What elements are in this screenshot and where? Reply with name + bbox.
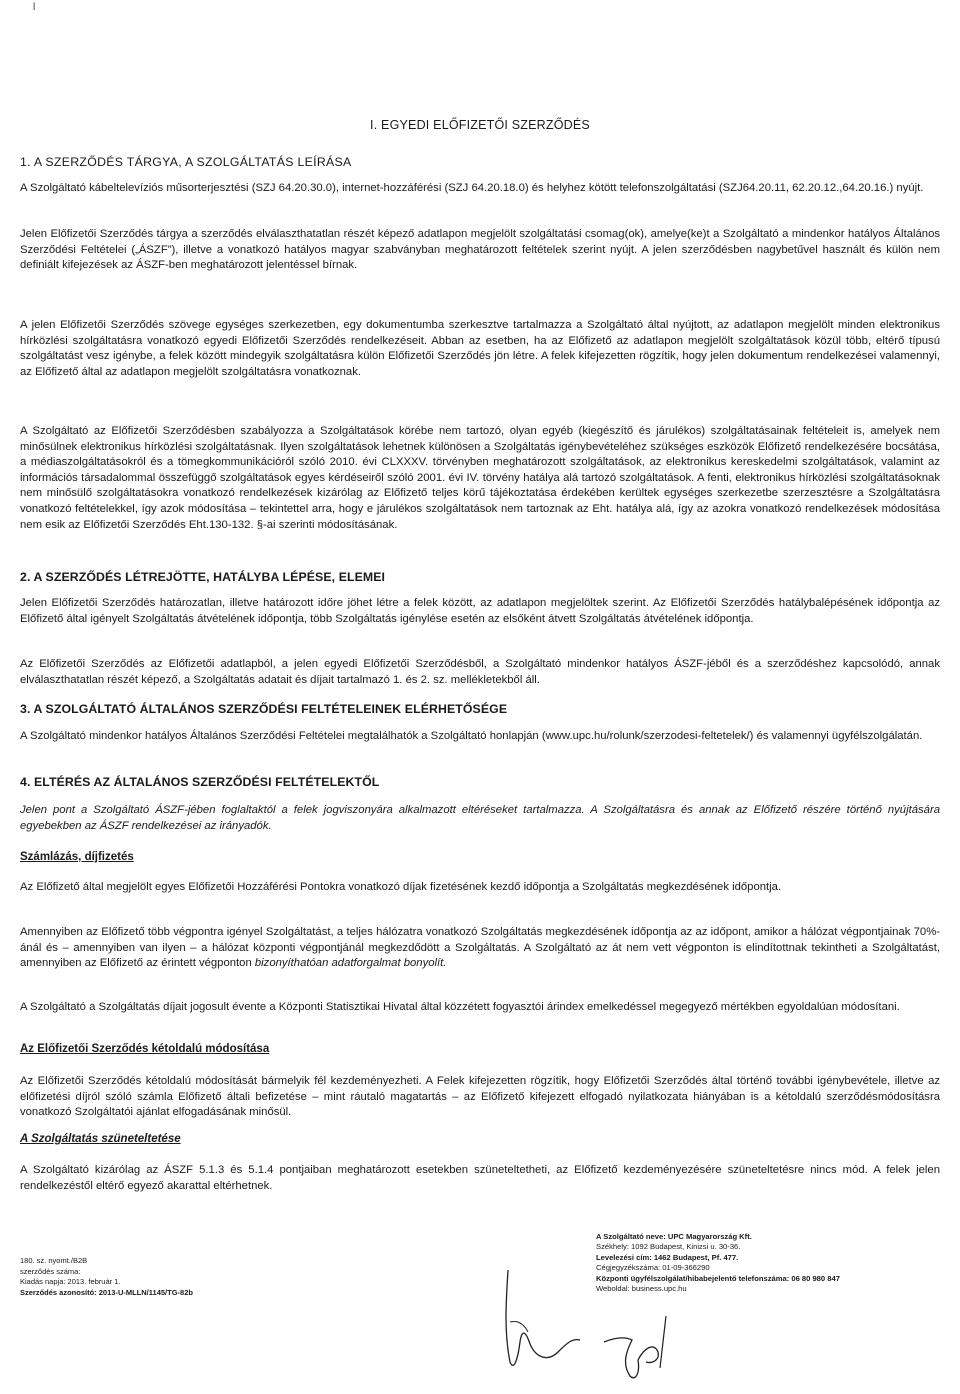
billing-paragraph-2 — [20, 925, 940, 972]
provider-phone: Központi ügyfélszolgálat/hibabejelentő telefonszáma: 06 80 980 847 — [596, 1273, 840, 1283]
paragraph — [20, 925, 940, 972]
section-1-heading — [20, 155, 940, 169]
section-3-paragraph-1 — [20, 729, 940, 745]
section-2-heading — [20, 570, 940, 584]
contract-number-label: szerződés száma: — [20, 1266, 81, 1276]
issue-date: Kiadás napja: 2013. február 1. — [20, 1277, 121, 1286]
paragraph: Jelen Előfizetői Szerződés tárgya a szerződés elválaszthatatlan részét képező adatlapon megjelölt szolgáltatási csomag(ok), amelye(ke)t a Szolgáltató a mindenkor hatályos Általános Szerződési Feltételei („ÁSZF”), illetve a vonatkozó hatályos magyar szabványban meghatározott feltételek szerint nyújt. A jelen szerződésben nagybetűvel használt és külön nem definiált kifejezések az ÁSZF-ben meghatározott jelentéssel bírnak. — [20, 228, 940, 272]
footer-left — [20, 1256, 193, 1298]
provider-registry-number: Cégjegyzékszáma: 01-09-366290 — [596, 1263, 710, 1273]
section-1-paragraph-1 — [20, 181, 940, 197]
paragraph: Az Előfizetői Szerződés az Előfizetői adatlapból, a jelen egyedi Előfizetői Szerződésből, a Szolgáltató mindenkor hatályos ÁSZF-jéből és a szerződéshez kapcsolódó, annak elválaszthatatlan részét képező, a Szolgáltatás adatait és díjait tartalmazó 1. és 2. sz. mellékletekből áll. — [20, 658, 940, 686]
paragraph: A jelen Előfizetői Szerződés szövege egységes szerkezetben, egy dokumentumba szerkesztve tartalmazza a Szolgáltató által nyújtott, az adatlapon megjelölt minden elektronikus hírközlési szolgáltatásra vonatkozó egyedi Előfizetői Szerződés rendelkezéseit. Abban az esetben, ha az Előfizető az adatlapon megjelölt szolgáltatások közül több, eltérő típusú szolgáltatást vesz igénybe, a felek között mindegyik szolgáltatásra külön Előfizetői Szerződés jön létre. A felek kifejezetten rögzítik, hogy jelen dokumentum rendelkezései valamennyi, az Előfizető által az adatlapon megjelölt szolgáltatásra vonatkoznak. — [20, 319, 940, 378]
subsection-heading: Az Előfizetői Szerződés kétoldalú módosítása — [20, 1043, 270, 1055]
paragraph: A Szolgáltató az Előfizetői Szerződésben szabályozza a Szolgáltatások körébe nem tartozó, olyan egyéb (kiegészítő és járulékos) szolgáltatásainak feltételeit is, amelyek nem minősülnek elektronikus hírközlési szolgáltatásnak. Ilyen szolgáltatások lehetnek különösen a Szolgáltatás igénybevételéhez szükséges eszközök Előfizető rendelkezésére bocsátása, a médiaszolgáltatásokról és a tömegkommunikációról szóló 2010. évi CLXXXV. törvényben meghatározott szolgáltatások, az elektronikus kereskedelmi szolgáltatások, valamint az információs társadalommal összefüggő szolgáltatások egyes kérdéseiről szóló 2001. évi IV. törvény hatálya alá tartozó szolgáltatások. A fenti, elektronikus hírközlési szolgáltatásoknak nem minősülő szolgáltatásokra vonatkozó rendelkezések kizárólag az Előfizető teljes körű tájékoztatása érdekében kerültek egységes szerkezetbe szerzesztésre a Szolgáltatásra vonatkozó feltételekkel, így azok módosítása – tekintettel arra, hogy e járulékos szolgáltatások nem tartoznak az Eht. hatálya alá, így az azokra vonatkozó rendelkezések módosítása nem esik az Előfizetői Szerződés Eht.130-132. §-ai szerinti módosításának. — [20, 425, 940, 531]
provider-postal-address: Levelezési cím: 1462 Budapest, Pf. 477. — [596, 1252, 739, 1262]
paragraph: Az Előfizetői Szerződés kétoldalú módosítását bármelyik fél kezdeményezheti. A Felek kifejezetten rögzítik, hogy Előfizetői Szerződés által történő további igénybevétele, illetve az előfizetési díjról szóló számla Előfizető általi befizetése – mint ráutaló magatartás – az Előfizető kifejezett elfogadó nyilatkozata hiányában is a kétoldalú szerződésmódosításra vonatkozó Szolgáltatói ajánlat elfogadásának minősül. — [20, 1075, 940, 1119]
subsection-billing-heading — [20, 851, 940, 863]
stray-mark: l — [33, 2, 36, 13]
paragraph: Jelen pont a Szolgáltató ÁSZF-jében foglaltaktól a felek jogviszonyára alkalmazott eltéréseket tartalmazza. A Szolgáltatásra és annak az Előfizető részére történő nyújtására egyebekben az ÁSZF rendelkezései az irányadók. — [20, 804, 940, 832]
subsection-amendment-heading — [20, 1043, 940, 1055]
provider-website: Weboldal: business.upc.hu — [596, 1284, 687, 1294]
provider-name: A Szolgáltató neve: UPC Magyarország Kft. — [596, 1232, 752, 1241]
document-title: I. EGYEDI ELŐFIZETŐI SZERZŐDÉS — [370, 118, 590, 132]
paragraph: Az Előfizető által megjelölt egyes Előfizetői Hozzáférési Pontokra vonatkozó díjak fizetésének kezdő időpontja a Szolgáltatás megkezdésének időpontja. — [20, 881, 782, 893]
amendment-paragraph-1 — [20, 1074, 940, 1121]
section-1-paragraph-2 — [20, 227, 940, 274]
signature-1-icon — [488, 1262, 588, 1374]
section-heading: 2. A SZERZŐDÉS LÉTREJÖTTE, HATÁLYBA LÉPÉSE, ELEMEI — [20, 570, 386, 584]
subsection-heading: Számlázás, díjfizetés — [20, 851, 134, 863]
suspension-paragraph-1 — [20, 1163, 940, 1194]
section-heading: 1. A SZERZŐDÉS TÁRGYA, A SZOLGÁLTATÁS LEÍRÁSA — [20, 155, 352, 169]
section-4-paragraph-1 — [20, 803, 940, 834]
section-heading: 3. A SZOLGÁLTATÓ ÁLTALÁNOS SZERZŐDÉSI FELTÉTELEINEK ELÉRHETŐSÉGE — [20, 702, 508, 716]
paragraph: A Szolgáltató kizárólag az ÁSZF 5.1.3 és 5.1.4 pontjaiban meghatározott esetekben szüneteltetheti, az Előfizető kezdeményezésére szüneteltetésre nincs mód. A felek jelen rendelkezéstől eltérő egyező akarattal eltérhetnek. — [20, 1164, 940, 1192]
section-3-heading — [20, 702, 940, 716]
section-2-paragraph-2 — [20, 657, 940, 688]
section-2-paragraph-1 — [20, 596, 940, 627]
paragraph: A Szolgáltató kábeltelevíziós műsorterjesztési (SZJ 64.20.30.0), internet-hozzáférési (SZJ 64.20.18.0) és helyhez kötött telefonszolgáltatási (SZJ64.20.11, 62.20.12.,64.20.16.) nyújt. — [20, 182, 924, 194]
provider-seat: Székhely: 1092 Budapest, Kinizsi u. 30-36. — [596, 1242, 741, 1252]
section-4-heading — [20, 775, 940, 789]
billing-paragraph-1 — [20, 880, 940, 896]
subsection-heading: A Szolgáltatás szüneteltetése — [20, 1133, 181, 1145]
signature-2-icon — [600, 1312, 690, 1384]
form-number: 180. sz. nyomt./B2B — [20, 1256, 88, 1265]
subsection-suspension-heading — [20, 1133, 940, 1145]
paragraph: A Szolgáltató a Szolgáltatás díjait jogosult évente a Központi Statisztikai Hivatal által közzétett fogyasztói árindex emelkedéssel megegyező mértékben egyoldalúan módosítani. — [20, 1001, 900, 1013]
footer-right — [596, 1232, 840, 1294]
section-1-paragraph-3 — [20, 318, 940, 380]
section-heading: 4. ELTÉRÉS AZ ÁLTALÁNOS SZERZŐDÉSI FELTÉTELEKTŐL — [20, 775, 380, 789]
section-1-paragraph-4 — [20, 424, 940, 533]
paragraph: Jelen Előfizetői Szerződés határozatlan, illetve határozott időre jöhet létre a felek között, az adatlapon megjelöltek szerint. Az Előfizetői Szerződés hatálybalépésének időpontja az Előfizető által igényelt Szolgáltatás átvételének időpontja, több Szolgáltatás igénylése esetén az elsőként átvett Szolgáltatás átvételének időpontja. — [20, 597, 940, 625]
paragraph-text: Amennyiben az Előfizető több végpontra igényel Szolgáltatást, a teljes hálózatra vonatkozó Szolgáltatás megkezdésének időpontja az az időpont, amikor a hálózat végpontjainak 70%-ánál és – amennyiben van ilyen – a hálózat központi végpontjánál megkezdődött a Szolgáltatás. A Szolgáltató az át nem vett végponton is elindítottnak tekintheti a Szolgáltatást, amennyiben az Előfizető az érintett végponton — [20, 926, 940, 970]
contract-id: Szerződés azonosító: 2013-U-MLLN/1145/TG-82b — [20, 1287, 193, 1297]
billing-paragraph-3 — [20, 1000, 940, 1016]
paragraph-italic-text: bizonyíthatóan adatforgalmat bonyolít. — [254, 957, 447, 970]
paragraph: A Szolgáltató mindenkor hatályos Általános Szerződési Feltételei megtalálhatók a Szolgáltató honlapján (www.upc.hu/rolunk/szerzodesi-feltetelek/) és valamennyi ügyfélszolgálatán. — [20, 730, 923, 742]
